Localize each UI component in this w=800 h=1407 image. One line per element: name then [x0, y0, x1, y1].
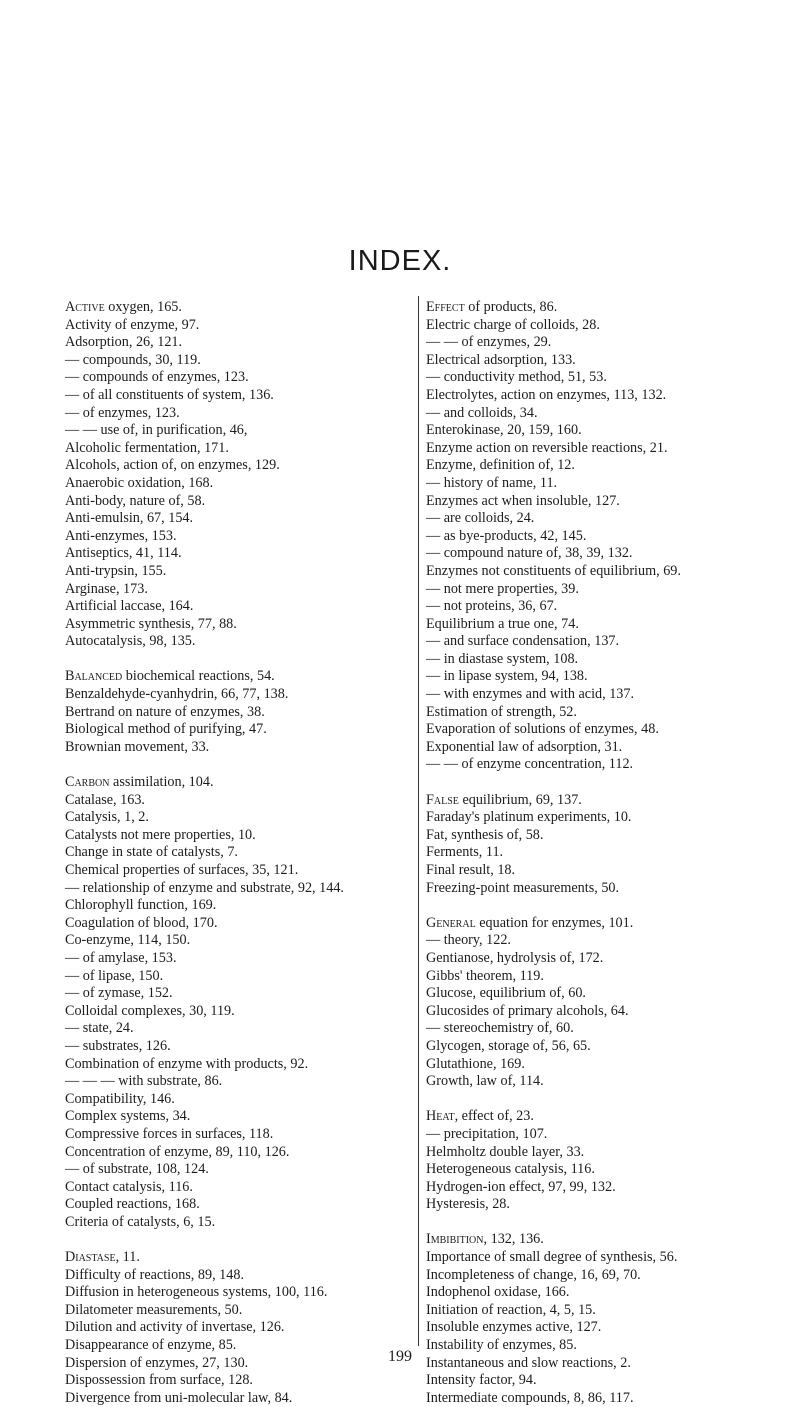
index-entry-text: — of enzymes, 123. — [65, 404, 180, 421]
index-entry-text: assimilation, 104. — [109, 774, 214, 791]
index-entry — [426, 1267, 751, 1285]
index-entry — [65, 633, 407, 651]
index-entry-text: Dispossession from surface, 128. — [65, 1372, 253, 1389]
index-entry-text: — of amylase, 153. — [65, 949, 177, 966]
index-entry — [426, 1108, 751, 1126]
index-entry-text: Exponential law of adsorption, 31. — [426, 738, 623, 755]
index-entry — [426, 985, 751, 1003]
index-entry — [65, 1214, 407, 1232]
index-entry — [426, 668, 751, 686]
index-entry-text: Fat, synthesis of, 58. — [426, 826, 544, 843]
index-entry-text: — stereochemistry of, 60. — [426, 1020, 574, 1037]
index-entry-text: Criteria of catalysts, 6, 15. — [65, 1213, 216, 1230]
index-entry — [65, 1372, 407, 1390]
index-entry-text: Difficulty of reactions, 89, 148. — [65, 1266, 245, 1283]
page-title: INDEX. — [348, 245, 452, 277]
index-entry-text: — are colloids, 24. — [426, 510, 535, 527]
index-entry — [426, 334, 751, 352]
index-entry-text: Catalase, 163. — [65, 791, 145, 808]
index-entry — [65, 844, 407, 862]
index-entry-lead: Balanced — [65, 668, 123, 685]
index-entry-text: Biological method of purifying, 47. — [65, 721, 267, 738]
index-entry — [65, 616, 407, 634]
index-entry — [426, 563, 751, 581]
index-entry-text: equation for enzymes, 101. — [475, 914, 634, 931]
index-entry — [65, 369, 407, 387]
index-entry-text: equilibrium, 69, 137. — [458, 791, 582, 808]
index-entry-text: Artificial laccase, 164. — [65, 598, 194, 615]
index-entry-text: — theory, 122. — [426, 932, 511, 949]
index-entry — [65, 1319, 407, 1337]
index-entry — [426, 545, 751, 563]
index-entry — [426, 686, 751, 704]
index-entry — [65, 862, 407, 880]
index-entry-text: Enterokinase, 20, 159, 160. — [426, 422, 582, 439]
index-entry — [65, 405, 407, 423]
index-entry — [426, 1179, 751, 1197]
index-entry — [426, 1056, 751, 1074]
index-entry — [65, 1390, 407, 1407]
index-entry-text: Glucosides of primary alcohols, 64. — [426, 1002, 629, 1019]
page-number: 199 — [388, 1348, 412, 1365]
index-entry — [65, 457, 407, 475]
index-entry-text: — with enzymes and with acid, 137. — [426, 686, 635, 703]
index-entry — [426, 422, 751, 440]
index-entry-text: Autocatalysis, 98, 135. — [65, 633, 196, 650]
index-entry-text: Co-enzyme, 114, 150. — [65, 932, 191, 949]
index-entry-text: Arginase, 173. — [65, 580, 148, 597]
index-entry-text: Catalysts not mere properties, 10. — [65, 826, 256, 843]
index-entry — [426, 968, 751, 986]
index-entry — [65, 809, 407, 827]
index-entry-text: Anti-emulsin, 67, 154. — [65, 510, 194, 527]
index-entry-text: Faraday's platinum experiments, 10. — [426, 809, 632, 826]
index-entry-text: — — — with substrate, 86. — [65, 1073, 223, 1090]
index-entry — [426, 528, 751, 546]
index-entry-text: Helmholtz double layer, 33. — [426, 1143, 585, 1160]
index-entry-text: Catalysis, 1, 2. — [65, 809, 149, 826]
index-entry-text: Ferments, 11. — [426, 844, 504, 861]
index-entry-text: Enzymes act when insoluble, 127. — [426, 492, 620, 509]
index-entry — [65, 440, 407, 458]
index-entry-lead: Active — [65, 299, 105, 315]
index-entry — [426, 1003, 751, 1021]
index-entry-text: — conductivity method, 51, 53. — [426, 369, 607, 386]
index-entry-text: Instability of enzymes, 85. — [426, 1337, 577, 1354]
index-entry — [65, 1196, 407, 1214]
index-entry — [426, 1161, 751, 1179]
index-entry-text: Hydrogen-ion effect, 97, 99, 132. — [426, 1178, 616, 1195]
index-entry-text: Freezing-point measurements, 50. — [426, 879, 620, 896]
index-entry — [426, 1319, 751, 1337]
index-entry — [426, 1284, 751, 1302]
index-entry — [65, 686, 407, 704]
index-entry — [426, 1073, 751, 1091]
index-entry-text: Coupled reactions, 168. — [65, 1196, 200, 1213]
index-letter-group — [65, 668, 407, 756]
index-entry-text: Asymmetric synthesis, 77, 88. — [65, 615, 237, 632]
index-entry-lead: Effect — [426, 299, 465, 315]
index-entry-text: , effect of, 23. — [454, 1108, 534, 1125]
index-entry-text: Chlorophyll function, 169. — [65, 897, 217, 914]
index-entry-text: Compressive forces in surfaces, 118. — [65, 1125, 274, 1142]
index-entry — [65, 493, 407, 511]
index-entry-text: Anti-body, nature of, 58. — [65, 492, 206, 509]
index-entry-text: Intermediate compounds, 8, 86, 117. — [426, 1389, 634, 1406]
index-entry-lead: General — [426, 914, 476, 931]
index-entry-text: — not proteins, 36, 67. — [426, 598, 558, 615]
index-entry — [65, 581, 407, 599]
index-entry — [426, 932, 751, 950]
index-entry — [65, 563, 407, 581]
index-entry-text: Indophenol oxidase, 166. — [426, 1284, 570, 1301]
index-entry — [426, 405, 751, 423]
index-entry — [65, 1073, 407, 1091]
index-entry — [426, 616, 751, 634]
index-entry — [426, 739, 751, 757]
index-entry-lead: Carbon — [65, 774, 110, 791]
index-entry — [426, 1231, 751, 1249]
index-entry-text: — and surface condensation, 137. — [426, 633, 620, 650]
index-entry-text: Glutathione, 169. — [426, 1055, 525, 1072]
index-entry-text: Alcoholic fermentation, 171. — [65, 439, 229, 456]
index-entry — [65, 1267, 407, 1285]
index-entry-text: Activity of enzyme, 97. — [65, 316, 200, 333]
index-letter-group — [426, 915, 751, 1091]
index-entry-text: Electric charge of colloids, 28. — [426, 316, 600, 333]
index-entry-text: Anaerobic oxidation, 168. — [65, 474, 214, 491]
index-entry-lead: Diastase — [65, 1249, 116, 1266]
index-entry-text: Growth, law of, 114. — [426, 1073, 544, 1090]
index-entry-lead: Heat — [426, 1108, 455, 1125]
index-entry-text: — of substrate, 108, 124. — [65, 1161, 209, 1178]
index-entry-text: oxygen, 165. — [104, 299, 182, 315]
index-column-right — [426, 299, 751, 1407]
index-entry — [426, 721, 751, 739]
index-entry-text: of products, 86. — [464, 299, 558, 315]
index-entry — [65, 968, 407, 986]
index-entry — [426, 1196, 751, 1214]
index-letter-group — [426, 792, 751, 898]
index-entry — [426, 1390, 751, 1407]
index-entry-text: Colloidal complexes, 30, 119. — [65, 1002, 235, 1019]
index-entry — [65, 721, 407, 739]
index-entry — [65, 1161, 407, 1179]
index-entry — [65, 739, 407, 757]
index-entry-text: Bertrand on nature of enzymes, 38. — [65, 703, 265, 720]
index-entry — [426, 510, 751, 528]
index-entry-text: Complex systems, 34. — [65, 1108, 191, 1125]
index-entry-text: — state, 24. — [65, 1020, 134, 1037]
index-letter-group — [65, 1249, 407, 1407]
index-entry — [65, 1091, 407, 1109]
index-entry-text: Evaporation of solutions of enzymes, 48. — [426, 721, 659, 738]
index-entry-text: Dispersion of enzymes, 27, 130. — [65, 1354, 249, 1371]
index-entry-text: Glucose, equilibrium of, 60. — [426, 985, 586, 1002]
index-entry — [65, 985, 407, 1003]
index-entry — [426, 299, 751, 317]
index-entry — [65, 1108, 407, 1126]
index-entry-text: Electrolytes, action on enzymes, 113, 132. — [426, 386, 667, 403]
index-entry-text: Importance of small degree of synthesis, 56. — [426, 1249, 678, 1266]
index-entry-text: — history of name, 11. — [426, 474, 558, 491]
index-entry — [65, 932, 407, 950]
index-entry-text: Alcohols, action of, on enzymes, 129. — [65, 457, 280, 474]
index-entry-text: Brownian movement, 33. — [65, 738, 210, 755]
index-entry-text: — and colloids, 34. — [426, 404, 538, 421]
index-entry-text: Intensity factor, 94. — [426, 1372, 537, 1389]
index-entry — [65, 668, 407, 686]
index-entry-text: Combination of enzyme with products, 92. — [65, 1055, 309, 1072]
index-entry — [65, 545, 407, 563]
index-entry-text: Insoluble enzymes active, 127. — [426, 1319, 602, 1336]
index-entry — [65, 422, 407, 440]
index-entry — [65, 1038, 407, 1056]
index-entry — [426, 792, 751, 810]
index-entry-text: — of lipase, 150. — [65, 967, 164, 984]
index-entry — [426, 651, 751, 669]
index-entry-text: Diffusion in heterogeneous systems, 100, 116. — [65, 1284, 328, 1301]
index-entry — [65, 352, 407, 370]
index-entry — [426, 844, 751, 862]
index-entry-text: Instantaneous and slow reactions, 2. — [426, 1354, 631, 1371]
index-entry — [426, 862, 751, 880]
index-entry — [426, 1372, 751, 1390]
index-letter-group — [426, 1231, 751, 1407]
index-entry-text: — precipitation, 107. — [426, 1125, 548, 1142]
index-entry — [65, 1126, 407, 1144]
index-entry-text: Antiseptics, 41, 114. — [65, 545, 182, 562]
index-entry-text: — in diastase system, 108. — [426, 650, 579, 667]
index-entry — [426, 704, 751, 722]
index-entry — [426, 1020, 751, 1038]
index-entry-lead: Imbibition — [426, 1231, 484, 1248]
index-entry-text: Enzymes not constituents of equilibrium, 69. — [426, 562, 681, 579]
index-entry-text: biochemical reactions, 54. — [122, 668, 275, 685]
index-entry — [426, 1249, 751, 1267]
index-entry — [65, 475, 407, 493]
index-entry-text: Chemical properties of surfaces, 35, 121. — [65, 862, 299, 878]
index-entry-text: — not mere properties, 39. — [426, 580, 579, 597]
column-divider — [418, 296, 419, 1346]
index-entry-text: Heterogeneous catalysis, 116. — [426, 1161, 595, 1178]
index-entry — [426, 317, 751, 335]
index-entry — [65, 528, 407, 546]
index-entry — [426, 880, 751, 898]
index-entry — [65, 827, 407, 845]
index-entry — [426, 1144, 751, 1162]
index-entry — [65, 1003, 407, 1021]
index-entry-text: Electrical adsorption, 133. — [426, 351, 576, 368]
index-entry — [65, 792, 407, 810]
index-entry — [426, 598, 751, 616]
index-entry-text: Benzaldehyde-cyanhydrin, 66, 77, 138. — [65, 686, 289, 703]
index-entry-text: — compounds, 30, 119. — [65, 351, 201, 368]
index-entry-text: Initiation of reaction, 4, 5, 15. — [426, 1301, 596, 1318]
index-entry — [426, 457, 751, 475]
index-entry-text: Final result, 18. — [426, 862, 516, 878]
index-entry-text: — as bye-products, 42, 145. — [426, 527, 587, 544]
index-entry-text: Equilibrium a true one, 74. — [426, 615, 579, 632]
index-entry-text: Dilatometer measurements, 50. — [65, 1301, 243, 1318]
index-entry-text: — substrates, 126. — [65, 1037, 171, 1054]
index-entry — [65, 774, 407, 792]
index-entry-text: Incompleteness of change, 16, 69, 70. — [426, 1266, 641, 1283]
index-entry-text: Concentration of enzyme, 89, 110, 126. — [65, 1143, 290, 1160]
index-entry — [65, 880, 407, 898]
index-entry — [65, 1302, 407, 1320]
index-letter-group — [65, 299, 407, 651]
index-entry — [426, 1038, 751, 1056]
index-entry — [426, 369, 751, 387]
index-entry-text: Glycogen, storage of, 56, 65. — [426, 1037, 591, 1054]
index-letter-group — [426, 299, 751, 774]
index-entry-lead: False — [426, 791, 459, 808]
index-entry — [426, 950, 751, 968]
index-entry-text: — — of enzymes, 29. — [426, 334, 552, 351]
index-entry-text: Compatibility, 146. — [65, 1090, 175, 1107]
index-entry-text: Gentianose, hydrolysis of, 172. — [426, 949, 604, 966]
index-entry-text: , 132, 136. — [483, 1231, 544, 1248]
index-entry — [65, 950, 407, 968]
index-entry — [65, 1056, 407, 1074]
index-entry-text: — compound nature of, 38, 39, 132. — [426, 545, 633, 562]
index-entry — [65, 1020, 407, 1038]
index-entry-text: Adsorption, 26, 121. — [65, 334, 183, 351]
index-entry — [65, 1249, 407, 1267]
index-entry-text: — — use of, in purification, 46, — [65, 422, 248, 439]
index-entry — [426, 1302, 751, 1320]
index-entry-text: — in lipase system, 94, 138. — [426, 668, 588, 685]
index-entry-text: Disappearance of enzyme, 85. — [65, 1337, 237, 1354]
index-entry — [426, 581, 751, 599]
index-entry-text: — compounds of enzymes, 123. — [65, 369, 249, 386]
index-entry — [65, 1284, 407, 1302]
index-entry-text: Enzyme, definition of, 12. — [426, 457, 575, 474]
index-entry — [426, 827, 751, 845]
index-entry — [65, 510, 407, 528]
index-entry — [65, 1179, 407, 1197]
index-entry — [65, 299, 407, 317]
index-entry — [426, 915, 751, 933]
index-entry — [426, 756, 751, 774]
index-entry — [65, 915, 407, 933]
index-entry — [426, 809, 751, 827]
index-entry-text: Anti-enzymes, 153. — [65, 527, 177, 544]
index-entry-text: — — of enzyme concentration, 112. — [426, 756, 634, 773]
index-letter-group — [426, 1108, 751, 1214]
index-entry — [65, 317, 407, 335]
index-entry-text: , 11. — [115, 1249, 140, 1266]
index-entry-text: Anti-trypsin, 155. — [65, 562, 167, 579]
index-entry-text: Coagulation of blood, 170. — [65, 914, 218, 931]
index-entry — [426, 440, 751, 458]
index-entry — [426, 475, 751, 493]
index-entry — [65, 1144, 407, 1162]
index-entry — [426, 1126, 751, 1144]
index-entry — [426, 387, 751, 405]
index-entry-text: Dilution and activity of invertase, 126. — [65, 1319, 285, 1336]
index-entry-text: Enzyme action on reversible reactions, 21. — [426, 439, 668, 456]
index-entry — [426, 352, 751, 370]
index-entry-text: — relationship of enzyme and substrate, 92, 144. — [65, 879, 344, 896]
index-entry — [426, 633, 751, 651]
index-entry-text: Contact catalysis, 116. — [65, 1178, 193, 1195]
index-entry — [65, 598, 407, 616]
index-entry — [65, 387, 407, 405]
index-entry — [65, 334, 407, 352]
index-entry-text: Hysteresis, 28. — [426, 1196, 510, 1213]
index-entry — [65, 897, 407, 915]
index-entry — [65, 704, 407, 722]
index-entry — [426, 493, 751, 511]
index-entry-text: Divergence from uni-molecular law, 84. — [65, 1389, 293, 1406]
index-entry-text: — of all constituents of system, 136. — [65, 386, 274, 403]
index-column-left — [65, 299, 407, 1407]
index-entry-text: Estimation of strength, 52. — [426, 703, 577, 720]
index-entry-text: Change in state of catalysts, 7. — [65, 844, 238, 861]
index-letter-group — [65, 774, 407, 1231]
index-entry-text: — of zymase, 152. — [65, 985, 173, 1002]
index-entry-text: Gibbs' theorem, 119. — [426, 967, 544, 984]
